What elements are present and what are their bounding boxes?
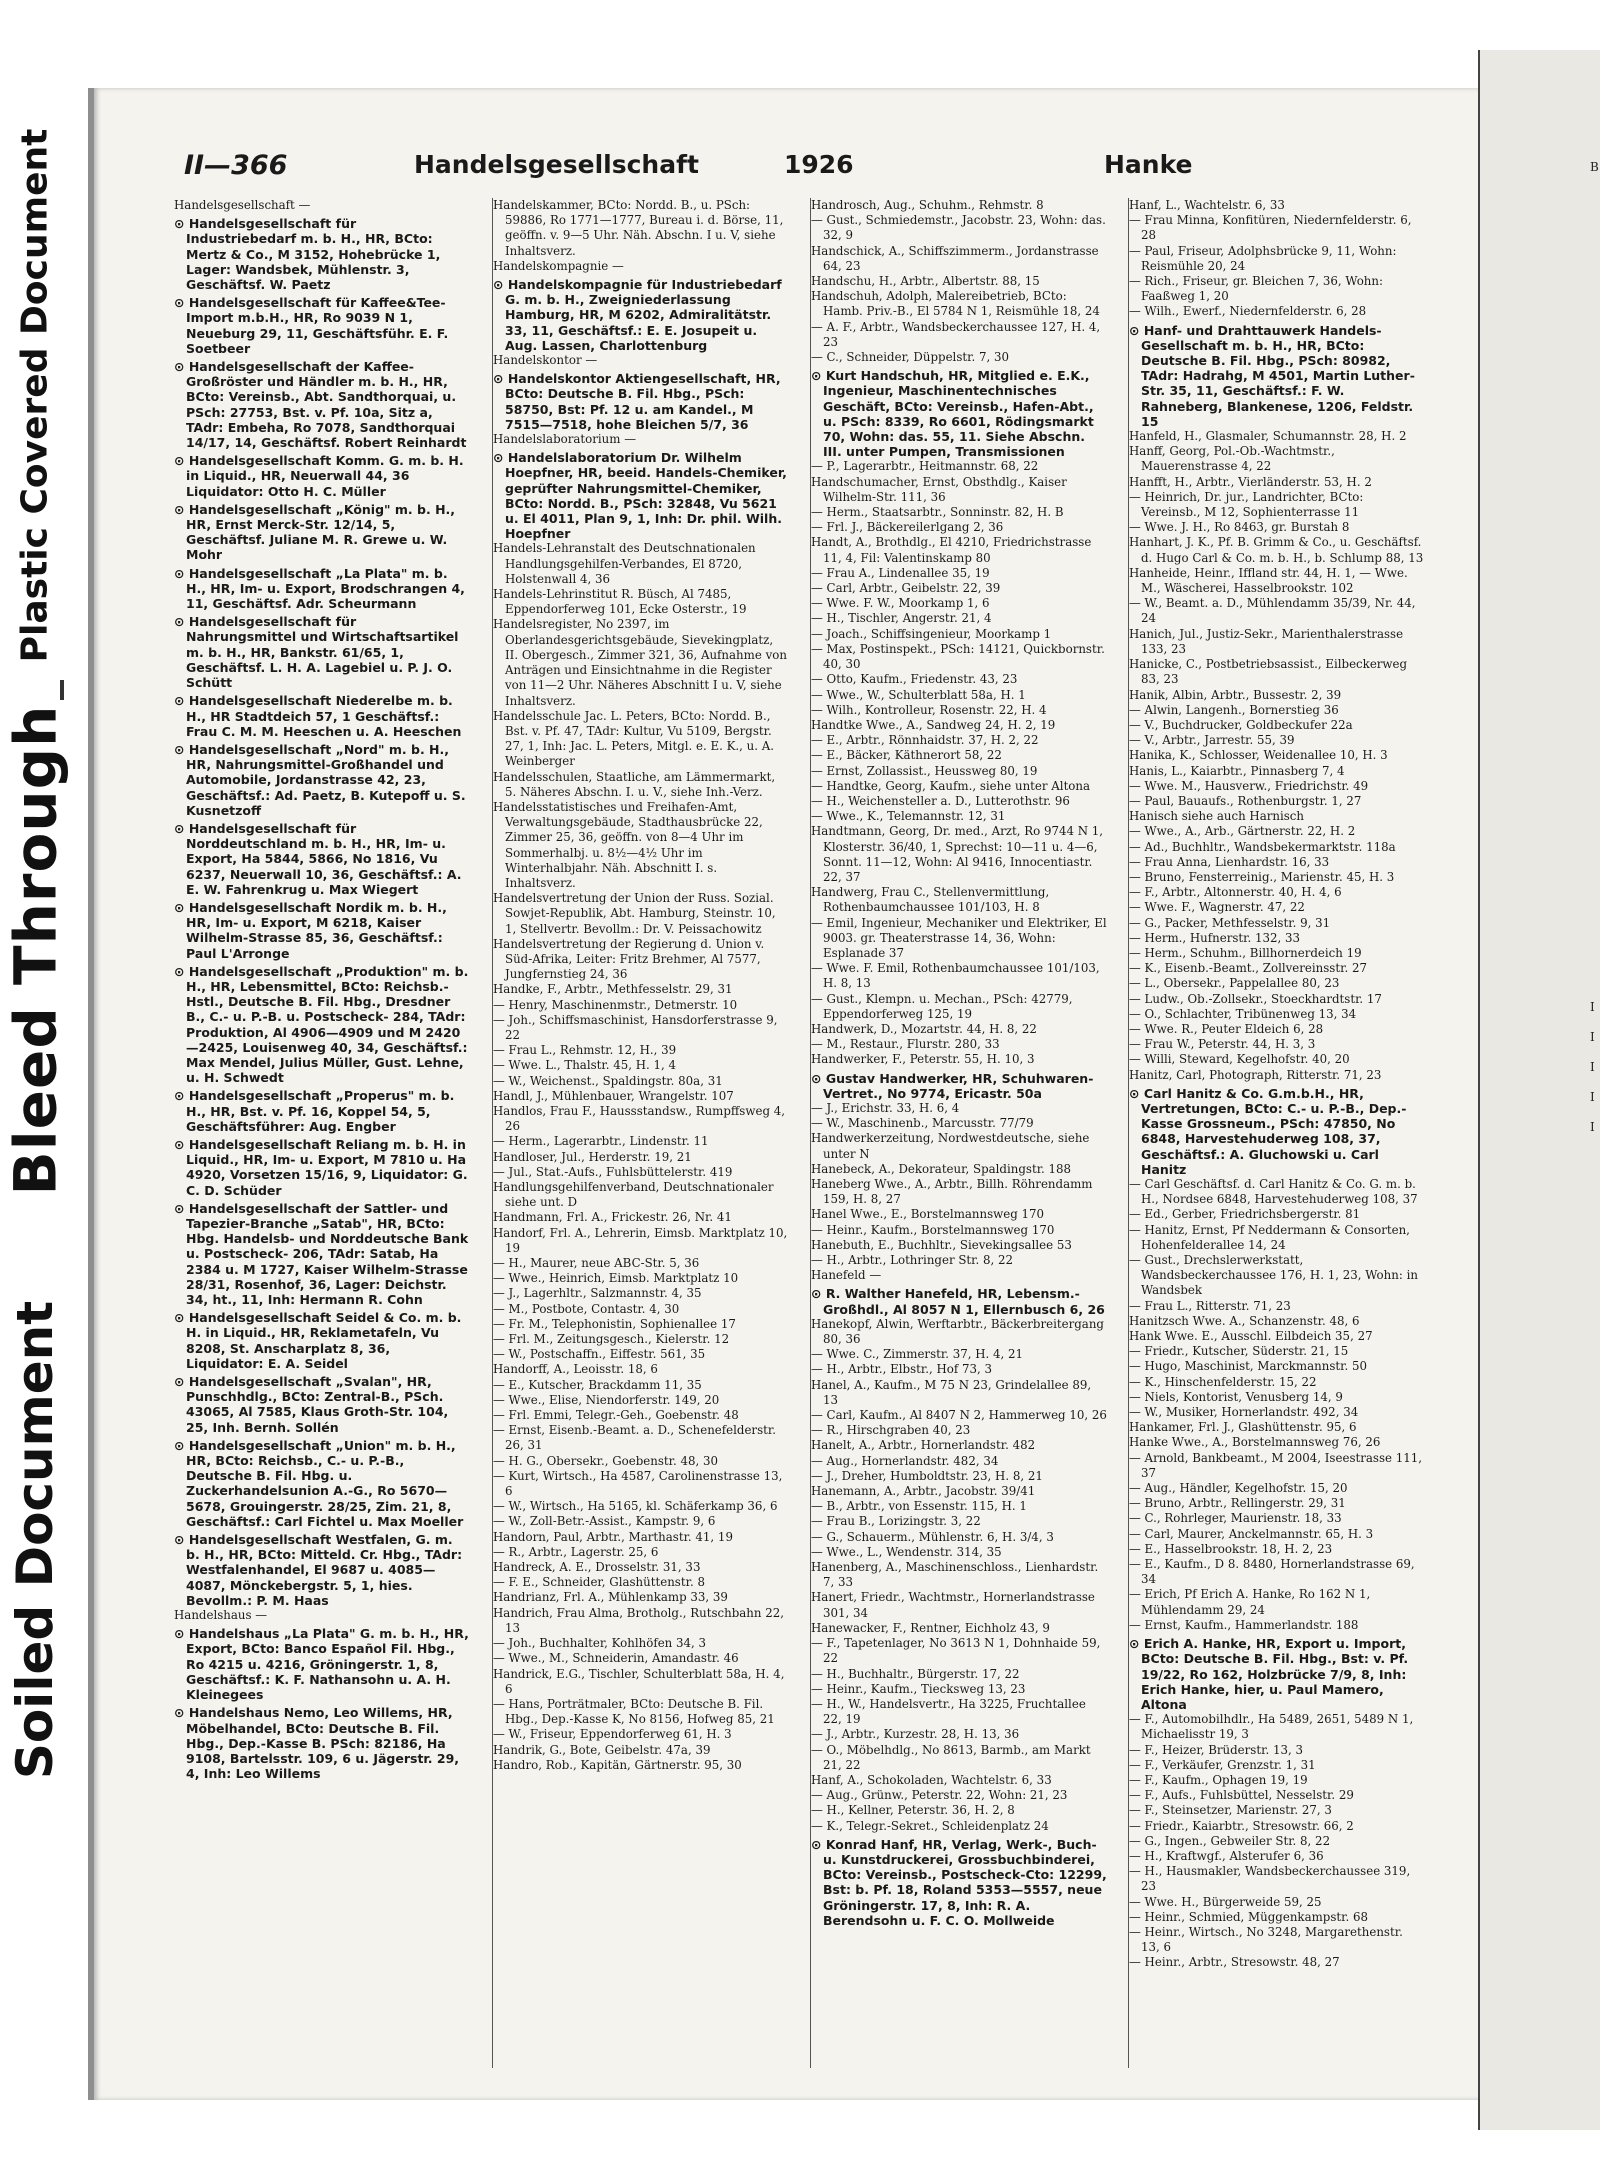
directory-entry: — Wwe., Elise, Niendorferstr. 149, 20 xyxy=(493,1392,720,1407)
directory-entry: ⊙ Handelsgesellschaft Westfalen, G. m. b. H., HR, BCto: Mitteld. Cr. Hbg., TAdr: Westfalenhandel, El 9687 u. 4085—4087, Mönckebergstr. 5, 1, hies. Bevollm.: P. M. Haas xyxy=(174,1532,463,1608)
directory-entry: Handrosch, Aug., Schuhm., Rehmstr. 8 xyxy=(811,198,1044,212)
column-3 xyxy=(810,198,1107,2068)
directory-entry: — Frau Anna, Lienhardstr. 16, 33 xyxy=(1129,854,1330,869)
directory-entry: ⊙ Handelsgesellschaft für Norddeutschland m. b. H., HR, Im- u. Export, Ha 5844, 5866, No 1816, Vu 6237, Neuerwall 10, 36, Geschäftsf.: A. E. W. Fahrenkrug u. Max Wiegert xyxy=(174,820,462,897)
directory-entry: — M., Postbote, Contastr. 4, 30 xyxy=(493,1301,680,1316)
directory-entry: Handl, J., Mühlenbauer, Wrangelstr. 107 xyxy=(493,1088,734,1103)
directory-entry: — Wwe. F. Emil, Rothenbaumchaussee 101/103, H. 8, 13 xyxy=(811,961,1100,991)
directory-entry: ⊙ Handelshaus „La Plata" G. m. b. H., HR, Export, BCto: Banco Español Fil. Hbg., Ro 4215 u. 4216, Gröningerstr. 1, 8, Geschäftsf.: K. F. Nathansohn u. A. H. Kleinegees xyxy=(174,1626,469,1703)
directory-entry: — Ad., Buchhltr., Wandsbekermarktstr. 118a xyxy=(1129,839,1396,854)
directory-entry: Hanenberg, A., Maschinenschloss., Lienhardstr. 7, 33 xyxy=(811,1560,1099,1590)
directory-entry: Handke, F., Arbtr., Methfesselstr. 29, 31 xyxy=(493,982,733,997)
directory-entry: — Hans, Porträtmaler, BCto: Deutsche B. Fil. Hbg., Dep.-Kasse K, No 8156, Hofweg 85, 21 xyxy=(493,1696,775,1727)
directory-entry: — F., Aufs., Fuhlsbüttel, Nesselstr. 29 xyxy=(1129,1788,1354,1803)
column-4 xyxy=(1128,198,1425,2068)
directory-entry: — Heinr., Kaufm., Tiecksweg 13, 23 xyxy=(811,1681,1026,1696)
directory-entry: — Frau L., Ritterstr. 71, 23 xyxy=(1129,1298,1291,1313)
directory-entry: — E., Hasselbrookstr. 18, H. 2, 23 xyxy=(1129,1541,1333,1556)
directory-entry: Handelsvertretung der Regierung d. Union v. Süd-Afrika, Leiter: Fritz Brehmer, Al 7577, Jungfernstieg 24, 36 xyxy=(493,936,765,982)
directory-entry: — Carl, Arbtr., Geibelstr. 22, 39 xyxy=(811,581,1001,596)
directory-entry: ⊙ Handelsgesellschaft „Nord" m. b. H., HR, Nahrungsmittel-Großhandel und Automobile, Jordanstrasse 42, 23, Geschäftsf.: Ad. Paetz, B. Kutepoff u. S. Kusnetzoff xyxy=(174,741,466,818)
directory-entry: — E., Kutscher, Brackdamm 11, 35 xyxy=(493,1377,702,1392)
directory-entry: Handelshaus — xyxy=(174,1608,268,1623)
directory-entry: ⊙ Handelsgesellschaft Nordik m. b. H., HR, Im- u. Export, M 6218, Kaiser Wilhelm-Strasse 85, 36, Geschäftsf.: Paul L'Arronge xyxy=(174,899,447,961)
directory-entry: Hanel, A., Kaufm., M 75 N 23, Grindelallee 89, 13 xyxy=(811,1377,1092,1407)
directory-entry: Handels-Lehrinstitut R. Büsch, Al 7485, Eppendorferweg 101, Ecke Osterstr., 19 xyxy=(493,587,747,617)
directory-entry: — Herm., Lagerarbtr., Lindenstr. 11 xyxy=(493,1134,709,1149)
directory-entry: ⊙ Erich A. Hanke, HR, Export u. Import, BCto: Deutsche B. Fil. Hbg., Bst: v. Pf. 19/22, Ro 162, Holzbrücke 7/9, 8, Inh: Erich Hanke, hier, u. Paul Mamero, Altona xyxy=(1129,1636,1409,1712)
bleed-through-label: Bleed Through xyxy=(1,704,70,1196)
directory-entry: ⊙ Handelsgesellschaft der Kaffee-Großröster und Händler m. b. H., HR, BCto: Vereinsb., Abt. Sandthorquai, u. PSch: 27753, Bst. v. Pf. 10a, Sitz a, TAdr: Embeha, Ro 7078, Sandthorquai 14/17, 14, Geschäftsf. Robert Reinhardt xyxy=(174,359,467,451)
directory-entry: ⊙ Handelsgesellschaft für Kaffee&Tee-Import m.b.H., HR, Ro 9039 N 1, Neueburg 29, 11, Geschäftsführ. E. F. Soetbeer xyxy=(174,295,449,356)
directory-entry: — Herm., Hufnerstr. 132, 33 xyxy=(1129,930,1301,945)
directory-entry: ⊙ Handelskontor Aktiengesellschaft, HR, BCto: Deutsche B. Fil. Hbg., PSch: 58750, Bst: Pf. 12 u. am Kandel., M 7515—7518, hohe Bleichen 5/7, 36 xyxy=(493,371,781,432)
directory-entry: — E., Arbtr., Rönnhaidstr. 37, H. 2, 22 xyxy=(811,733,1039,748)
directory-entry: — W., Postschaffn., Eiffestr. 561, 35 xyxy=(493,1347,706,1362)
directory-entry: — Heinr., Kaufm., Borstelmannsweg 170 xyxy=(811,1222,1055,1237)
directory-entry: — Frl. M., Zeitungsgesch., Kielerstr. 12 xyxy=(493,1332,730,1347)
directory-entry: Hanich, Jul., Justiz-Sekr., Marienthalerstrasse 133, 23 xyxy=(1129,626,1404,656)
directory-entry: — W., Beamt. a. D., Mühlendamm 35/39, Nr. 44, 24 xyxy=(1129,596,1416,626)
directory-entry: Hanewacker, F., Rentner, Eichholz 43, 9 xyxy=(811,1620,1050,1635)
directory-entry: Hanfft, H., Arbtr., Vierländerstr. 53, H. 2 xyxy=(1129,474,1372,489)
directory-entry: — Gust., Schmiedemstr., Jacobstr. 23, Wohn: das. 32, 9 xyxy=(811,213,1106,243)
directory-entry: Handwerkerzeitung, Nordwestdeutsche, siehe unter N xyxy=(811,1131,1090,1161)
directory-entry: — Aug., Hornerlandstr. 482, 34 xyxy=(811,1453,999,1468)
directory-entry: ⊙ Hanf- und Drahttauwerk Handels-Gesellschaft m. b. H., HR, BCto: Deutsche B. Fil. Hbg., PSch: 80982, TAdr: Hadrahg, M 4501, Martin Luther-Str. 35, 11, Geschäftsf.: F. W. Rahneberg, Blankenese, 1206, Feldstr. 15 xyxy=(1129,322,1415,429)
directory-entry: — L., Obersekr., Pappelallee 80, 23 xyxy=(1129,976,1340,991)
directory-entry: — Wwe. F., Wagnerstr. 47, 22 xyxy=(1129,900,1305,915)
directory-entry: ⊙ Kurt Handschuh, HR, Mitglied e. E.K., Ingenieur, Maschinentechnisches Geschäft, BCto: Vereinsb., Hafen-Abt., u. PSch: 8339, Ro 6601, Rödingsmarkt 70, Wohn: das. 55, 11. Siehe Abschn. III. unter Pumpen, Transmissionen xyxy=(811,368,1094,460)
directory-entry: — H., Hausmakler, Wandsbeckerchaussee 319, 23 xyxy=(1129,1864,1411,1894)
directory-entry: — F., Heizer, Brüderstr. 13, 3 xyxy=(1129,1742,1303,1757)
directory-entry: — Niels, Kontorist, Venusberg 14, 9 xyxy=(1129,1389,1343,1404)
directory-entry: Handloser, Jul., Herderstr. 19, 21 xyxy=(493,1149,692,1164)
directory-entry: Hanert, Friedr., Wachtmstr., Hornerlandstrasse 301, 34 xyxy=(811,1590,1095,1620)
directory-entry: — Gust., Drechslerwerkstatt, Wandsbeckerchaussee 176, H. 1, 23, Wohn: in Wandsbek xyxy=(1129,1253,1418,1298)
label-divider xyxy=(60,680,64,700)
directory-entry: — Wwe., W., Schulterblatt 58a, H. 1 xyxy=(811,687,1026,702)
directory-entry: — K., Eisenb.-Beamt., Zollvereinsstr. 27 xyxy=(1129,961,1367,976)
directory-entry: — Heinr., Arbtr., Stresowstr. 48, 27 xyxy=(1129,1955,1340,1970)
directory-entry: Hanke Wwe., A., Borstelmannsweg 76, 26 xyxy=(1129,1435,1381,1450)
directory-entry: Hanisch siehe auch Harnisch xyxy=(1129,809,1305,824)
directory-entry: — W., Wirtsch., Ha 5165, kl. Schäferkamp 36, 6 xyxy=(493,1499,778,1514)
directory-entry: Handelskontor — xyxy=(493,353,598,368)
directory-entry: — Wwe. R., Peuter Eldeich 6, 28 xyxy=(1129,1021,1324,1036)
directory-entry: ⊙ Carl Hanitz & Co. G.m.b.H., HR, Vertretungen, BCto: C.- u. P.-B., Dep.-Kasse Grossneum., PSch: 47850, No 6848, Harvestehuderweg 108, 37, Geschäftsf.: A. Gluchowski u. Carl Hanitz xyxy=(1129,1085,1407,1177)
directory-entry: — Heinr., Wirtsch., No 3248, Margarethenstr. 13, 6 xyxy=(1129,1924,1403,1955)
directory-entry: — Ed., Gerber, Friedrichsbergerstr. 81 xyxy=(1129,1207,1361,1222)
directory-entry: — V., Arbtr., Jarrestr. 55, 39 xyxy=(1129,733,1295,748)
directory-entry: Handlungsgehilfenverband, Deutschnationaler siehe unt. D xyxy=(493,1180,774,1210)
directory-entry: Hank Wwe. E., Ausschl. Eilbdeich 35, 27 xyxy=(1129,1329,1373,1344)
directory-entry: — B., Arbtr., von Essenstr. 115, H. 1 xyxy=(811,1499,1027,1514)
directory-entry: Handwerker, F., Peterstr. 55, H. 10, 3 xyxy=(811,1052,1035,1067)
directory-entry: — Wwe. H., Bürgerweide 59, 25 xyxy=(1129,1894,1322,1909)
directory-entry: — C., Rohrleger, Maurienstr. 18, 33 xyxy=(1129,1511,1342,1526)
directory-entry: — W., Musiker, Hornerlandstr. 492, 34 xyxy=(1129,1405,1359,1420)
directory-entry: — Carl, Kaufm., Al 8407 N 2, Hammerweg 10, 26 xyxy=(811,1408,1107,1423)
directory-entry: ⊙ Handelsgesellschaft für Nahrungsmittel und Wirtschaftsartikel m. b. H., HR, Bankstr. 61/65, 1, Geschäftsf. L. H. A. Lagebiel u. P. J. O. Schütt xyxy=(174,614,459,691)
directory-entry: Handwerk, D., Mozartstr. 44, H. 8, 22 xyxy=(811,1021,1037,1036)
directory-entry: — W., Zoll-Betr.-Assist., Kampstr. 9, 6 xyxy=(493,1514,716,1529)
page-number: II—366 xyxy=(184,150,288,181)
directory-entry: Handelskompagnie — xyxy=(493,258,624,273)
scanned-directory-page xyxy=(88,88,1489,2100)
directory-entry: — Rich., Friseur, gr. Bleichen 7, 36, Wohn: Faaßweg 1, 20 xyxy=(1129,274,1383,304)
directory-entry: Handwerg, Frau C., Stellenvermittlung, Rothenbaumchaussee 101/103, H. 8 xyxy=(811,885,1050,915)
directory-entry: — Carl, Maurer, Anckelmannstr. 65, H. 3 xyxy=(1129,1526,1374,1541)
directory-entry: — G., Packer, Methfesselstr. 9, 31 xyxy=(1129,915,1331,930)
directory-entry: — V., Buchdrucker, Goldbeckufer 22a xyxy=(1129,717,1353,732)
soiled-document-label: Soiled Document xyxy=(6,1300,65,1780)
directory-entry: Handorn, Paul, Arbtr., Marthastr. 41, 19 xyxy=(493,1529,733,1544)
plastic-covered-label: Plastic Covered Document xyxy=(14,128,56,662)
column-2 xyxy=(492,198,789,2068)
column-1 xyxy=(174,198,470,2068)
directory-entry: Hanekopf, Alwin, Werftarbtr., Bäckerbreitergang 80, 36 xyxy=(811,1316,1104,1347)
directory-entry: Hanelt, A., Arbtr., Hornerlandstr. 482 xyxy=(811,1438,1036,1453)
running-head-section: Handelsgesellschaft xyxy=(414,150,699,179)
directory-entry: — Frau L., Rehmstr. 12, H., 39 xyxy=(493,1043,677,1058)
directory-entry: Hanika, K., Schlosser, Weidenallee 10, H. 3 xyxy=(1129,748,1388,763)
directory-entry: — Frl. J., Bäckereilerlgang 2, 36 xyxy=(811,520,1004,535)
directory-entry: — O., Schlachter, Tribünenweg 13, 34 xyxy=(1129,1006,1357,1021)
edge-letter: I xyxy=(1590,1120,1595,1134)
directory-entry: — C., Schneider, Düppelstr. 7, 30 xyxy=(811,350,1009,365)
edge-letter: I xyxy=(1590,1060,1595,1074)
directory-entry: ⊙ R. Walther Hanefeld, HR, Lebensm.-Großhdl., Al 8057 N 1, Ellernbusch 6, 26 xyxy=(811,1286,1105,1317)
directory-entry: — F., Automobilhdlr., Ha 5489, 2651, 5489 N 1, Michaelisstr 19, 3 xyxy=(1129,1712,1414,1742)
directory-entry: Handro, Rob., Kapitän, Gärtnerstr. 95, 30 xyxy=(493,1757,742,1772)
directory-entry: — Otto, Kaufm., Friedenstr. 43, 23 xyxy=(811,672,1018,687)
directory-entry: — H., Buchhaltr., Bürgerstr. 17, 22 xyxy=(811,1666,1020,1681)
directory-entry: — W., Maschinenb., Marcusstr. 77/79 xyxy=(811,1116,1034,1131)
directory-entry: Handrianz, Frl. A., Mühlenkamp 33, 39 xyxy=(493,1590,728,1605)
directory-entry: — Erich, Pf Erich A. Hanke, Ro 162 N 1, Mühlendamm 29, 24 xyxy=(1129,1587,1371,1617)
directory-entry: — Frau W., Peterstr. 44, H. 3, 3 xyxy=(1129,1037,1316,1052)
directory-entry: Handschu, H., Arbtr., Albertstr. 88, 15 xyxy=(811,274,1040,289)
directory-entry: — H. G., Obersekr., Goebenstr. 48, 30 xyxy=(493,1453,719,1468)
directory-entry: Handrick, E.G., Tischler, Schulterblatt 58a, H. 4, 6 xyxy=(493,1666,785,1696)
directory-entry: — G., Ingen., Gebweiler Str. 8, 22 xyxy=(1129,1833,1331,1848)
directory-entry: — Joach., Schiffsingenieur, Moorkamp 1 xyxy=(811,626,1052,641)
directory-entry: Handelsregister, No 2397, im Oberlandesgerichtsgebäude, Sievekingplatz, II. Obergesch., Zimmer 321, 36, Aufnahme von Anträgen und Einsichtnahme in die Register von 11—2 Uhr. Näheres Abschnitt I u. V, siehe Inhaltsverz. xyxy=(493,617,787,708)
directory-entry: — Wwe., K., Telemannstr. 12, 31 xyxy=(811,809,1006,824)
directory-entry: Hanf, L., Wachtelstr. 6, 33 xyxy=(1129,198,1285,212)
directory-entry: — Paul, Friseur, Adolphsbrücke 9, 11, Wohn: Reismühle 20, 24 xyxy=(1129,243,1397,273)
directory-entry: — G., Schauerm., Mühlenstr. 6, H. 3/4, 3 xyxy=(811,1529,1054,1544)
directory-entry: ⊙ Handelsgesellschaft „Svalan", HR, Punschhdlg., BCto: Zentral-B., PSch. 43065, Al 7585, Klaus Groth-Str. 104, 25, Inh. Bernh. Sollén xyxy=(174,1374,449,1435)
directory-entry: Handrik, G., Bote, Geibelstr. 47a, 39 xyxy=(493,1742,711,1757)
directory-entry: — F., Verkäufer, Grenzstr. 1, 31 xyxy=(1129,1757,1316,1772)
directory-entry: — Friedr., Kutscher, Süderstr. 21, 15 xyxy=(1129,1344,1349,1359)
directory-entry: Hanitz, Carl, Photograph, Ritterstr. 71, 23 xyxy=(1129,1067,1382,1082)
directory-entry: Hanicke, C., Postbetriebsassist., Eilbeckerweg 83, 23 xyxy=(1129,657,1408,687)
directory-entry: — H., Weichensteller a. D., Lutterothstr. 96 xyxy=(811,793,1070,808)
directory-entry: — Max, Postinspekt., PSch: 14121, Quickbornstr. 40, 30 xyxy=(811,641,1105,672)
directory-entry: — Ernst, Zollassist., Heussweg 80, 19 xyxy=(811,763,1038,778)
directory-entry: Handtmann, Georg, Dr. med., Arzt, Ro 9744 N 1, Klosterstr. 36/40, 1, Sprechst: 10—11 u. 4—6, Sonnt. 11—12, Wohn: Al 9416, Innocentiastr. 22, 37 xyxy=(811,824,1104,884)
directory-entry: — F., Kaufm., Ophagen 19, 19 xyxy=(1129,1772,1308,1787)
directory-entry: — Paul, Bauaufs., Rothenburgstr. 1, 27 xyxy=(1129,793,1362,808)
directory-entry: — O., Möbelhdlg., No 8613, Barmb., am Markt 21, 22 xyxy=(811,1742,1091,1772)
directory-entry: Handt, A., Brothdlg., El 4210, Friedrichstrasse 11, 4, Fil: Valentinskamp 80 xyxy=(811,535,1092,565)
directory-entry: ⊙ Konrad Hanf, HR, Verlag, Werk-, Buch- u. Kunstdruckerei, Grossbuchbinderei, BCto: Vereinsb., Postscheck-Cto: 12299, Bst: b. Pf. 18, Roland 5353—5557, neue Gröningerstr. 17, 8, Inh: R. A. Berendsohn u. F. C. O. Mollweide xyxy=(811,1836,1107,1928)
directory-columns xyxy=(174,198,1444,2068)
directory-entry: Hanf, A., Schokoladen, Wachtelstr. 6, 33 xyxy=(811,1772,1052,1787)
directory-entry: — F., Steinsetzer, Marienstr. 27, 3 xyxy=(1129,1803,1332,1818)
directory-entry: ⊙ Handelsgesellschaft Seidel & Co. m. b. H. in Liquid., HR, Reklametafeln, Vu 8208, St. Anscharplatz 8, 36, Liquidator: E. A. Seidel xyxy=(174,1310,462,1371)
page-header xyxy=(184,150,1204,190)
directory-entry: — Ernst, Eisenb.-Beamt. a. D., Schenefelderstr. 26, 31 xyxy=(493,1423,776,1453)
directory-entry: ⊙ Handelslaboratorium Dr. Wilhelm Hoepfner, HR, beeid. Handels-Chemiker, geprüfter Nahrungsmittel-Chemiker, BCto: Nordd. B., PSch: 32848, Vu 5621 u. El 4011, Plan 9, 1, Inh: Dr. phil. Wilh. Hoepfner xyxy=(493,450,787,542)
directory-entry: Hankamer, Frl. J., Glashüttenstr. 95, 6 xyxy=(1129,1420,1357,1435)
directory-entry: — Wwe., L., Wendenstr. 314, 35 xyxy=(811,1544,1002,1559)
directory-entry: ⊙ Handelsgesellschaft Niederelbe m. b. H., HR Stadtdeich 57, 1 Geschäftsf.: Frau C. M. M. Heeschen u. A. Heeschen xyxy=(174,693,462,739)
directory-entry: — H., W., Handelsvertr., Ha 3225, Fruchtallee 22, 19 xyxy=(811,1696,1086,1727)
directory-entry: — E., Bäcker, Käthnerort 58, 22 xyxy=(811,748,1002,763)
directory-entry: — Emil, Ingenieur, Mechaniker und Elektriker, El 9003. gr. Theaterstrasse 14, 36, Wohn: Esplanade 37 xyxy=(811,915,1107,960)
directory-entry: — Hugo, Maschinist, Marckmannstr. 50 xyxy=(1129,1359,1367,1374)
directory-entry: ⊙ Handelsgesellschaft „König" m. b. H., HR, Ernst Merck-Str. 12/14, 5, Geschäftsf. Juliane M. R. Grewe u. W. Mohr xyxy=(174,501,456,563)
directory-entry: — Hanitz, Ernst, Pf Neddermann & Consorten, Hohenfelderallee 14, 24 xyxy=(1129,1222,1410,1252)
directory-entry: — K., Telegr.-Sekret., Schleidenplatz 24 xyxy=(811,1818,1049,1833)
directory-entry: — Friedr., Kaiarbtr., Stresowstr. 66, 2 xyxy=(1129,1818,1354,1833)
directory-entry: — Wwe. F. W., Moorkamp 1, 6 xyxy=(811,596,990,611)
directory-entry: — Wilh., Ewerf., Niedernfelderstr. 6, 28 xyxy=(1129,304,1367,319)
directory-entry: — Frau Minna, Konfitüren, Niedernfelderstr. 6, 28 xyxy=(1129,213,1412,243)
directory-entry: Handorf, Frl. A., Lehrerin, Eimsb. Marktplatz 10, 19 xyxy=(493,1225,788,1255)
directory-entry: Handrich, Frau Alma, Brotholg., Rutschbahn 22, 13 xyxy=(493,1605,784,1635)
directory-entry: ⊙ Handelsgesellschaft „Produktion" m. b. H., HR, Lebensmittel, BCto: Reichsb.-Hstl., Deutsche B. Fil. Hbg., Dresdner B., C.- u. P.-B. u. Postscheck- 284, TAdr: Produktion, Al 4906—4909 und M 2420—2425, Louisenweg 40, 34, Geschäftsf.: Max Mendel, Julius Müller, Gust. Lehne, u. H. Schwedt xyxy=(174,963,469,1086)
directory-entry: — R., Hirschgraben 40, 23 xyxy=(811,1423,971,1438)
directory-entry: Handschick, A., Schiffszimmerm., Jordanstrasse 64, 23 xyxy=(811,243,1099,273)
directory-entry: ⊙ Handelsgesellschaft „Union" m. b. H., HR, BCto: Reichsb., C.- u. P.-B., Deutsche B. Fil. Hbg. u. Zuckerhandelsunion A.-G., Ro 5670—5678, Grouingerstr. 28/25, Zim. 21, 8, Geschäftsf.: Carl Fichtel u. Max Moeller xyxy=(174,1437,464,1529)
directory-entry: — Alwin, Langenh., Bornerstieg 36 xyxy=(1129,702,1339,717)
directory-entry: Handelsschule Jac. L. Peters, BCto: Nordd. B., Bst. v. Pf. 47, TAdr: Kultur, Vu 5109, Bergstr. 27, 1, Inh: Jac. L. Peters, Mitgl. e. E. K., u. A. Weinberger xyxy=(493,708,775,769)
edge-letter: I xyxy=(1590,1090,1595,1104)
directory-entry: Handlos, Frau F., Haussstandsw., Rumpffsweg 4, 26 xyxy=(493,1103,785,1134)
directory-entry: Hanff, Georg, Pol.-Ob.-Wachtmstr., Mauerenstrasse 4, 22 xyxy=(1129,444,1335,474)
directory-entry: ⊙ Handelsgesellschaft Reliang m. b. H. in Liquid., HR, Im- u. Export, M 7810 u. Ha 4920, Vorsetzen 15/16, 9, Liquidator: G. C. D. Schüder xyxy=(174,1136,468,1198)
directory-entry: — F., Tapetenlager, No 3613 N 1, Dohnhaide 59, 22 xyxy=(811,1636,1101,1666)
directory-entry: — Fr. M., Telephonistin, Sophienallee 17 xyxy=(493,1316,736,1331)
directory-entry: — Wwe., A., Arb., Gärtnerstr. 22, H. 2 xyxy=(1129,824,1356,839)
directory-entry: — H., Tischler, Angerstr. 21, 4 xyxy=(811,611,992,626)
directory-entry: — Bruno, Arbtr., Rellingerstr. 29, 31 xyxy=(1129,1496,1346,1511)
directory-entry: — J., Arbtr., Kurzestr. 28, H. 13, 36 xyxy=(811,1727,1020,1742)
directory-entry: Handelslaboratorium — xyxy=(493,432,636,447)
directory-entry: Handreck, A. E., Drosselstr. 31, 33 xyxy=(493,1560,701,1575)
directory-entry: ⊙ Handelsgesellschaft Komm. G. m. b. H. in Liquid., HR, Neuerwall 44, 36 Liquidator: Otto H. C. Müller xyxy=(174,453,464,499)
directory-entry: — Joh., Buchhalter, Kohlhöfen 34, 3 xyxy=(493,1636,707,1651)
directory-entry: — Jul., Stat.-Aufs., Fuhlsbüttelerstr. 419 xyxy=(493,1164,733,1179)
directory-entry: Hanhart, J. K., Pf. B. Grimm & Co., u. Geschäftsf. d. Hugo Carl & Co. m. b. H., b. Schlump 88, 13 xyxy=(1129,535,1424,565)
directory-entry: ⊙ Handelsgesellschaft „La Plata" m. b. H., HR, Im- u. Export, Brodschrangen 4, 11, Geschäftsf. Adr. Scheurmann xyxy=(174,565,465,612)
directory-entry: — M., Restaur., Flurstr. 280, 33 xyxy=(811,1037,1000,1052)
directory-entry: Handschuh, Adolph, Malereibetrieb, BCto: Hamb. Priv.-B., El 5784 N 1, Reismühle 18, 24 xyxy=(811,289,1100,319)
directory-entry: Hanemann, A., Arbtr., Jacobstr. 39/41 xyxy=(811,1484,1036,1499)
directory-entry: — F., Arbtr., Altonnerstr. 40, H. 4, 6 xyxy=(1129,885,1342,900)
directory-entry: — Heinrich, Dr. jur., Landrichter, BCto: Vereinsb., M 12, Sophienterrasse 11 xyxy=(1129,489,1364,520)
adjacent-page-edge xyxy=(1478,50,1600,2130)
directory-entry: Hanheide, Heinr., Iffland str. 44, H. 1, — Wwe. M., Wäscherei, Hasselbrookstr. 102 xyxy=(1129,565,1408,596)
edge-letter: I xyxy=(1590,1030,1595,1044)
running-head-year: 1926 xyxy=(784,150,854,179)
directory-entry: — H., Arbtr., Elbstr., Hof 73, 3 xyxy=(811,1362,992,1377)
directory-entry: — Arnold, Bankbeamt., M 2004, Iseestrasse 111, 37 xyxy=(1129,1450,1423,1480)
directory-entry: Handelsschulen, Staatliche, am Lämmermarkt, 5. Näheres Abschn. I. u. V., siehe Inh.-Verz. xyxy=(493,769,776,799)
directory-entry: — Wilh., Kontrolleur, Rosenstr. 22, H. 4 xyxy=(811,702,1047,717)
directory-entry: — H., Kraftwgf., Alsterufer 6, 36 xyxy=(1129,1848,1324,1863)
directory-entry: — Frau A., Lindenallee 35, 19 xyxy=(811,565,990,580)
directory-entry: Hanik, Albin, Arbtr., Bussestr. 2, 39 xyxy=(1129,687,1342,702)
directory-entry: Handels-Lehranstalt des Deutschnationalen Handlungsgehilfen-Verbandes, El 8720, Holstenwall 4, 36 xyxy=(493,541,756,586)
directory-entry: — Heinr., Schmied, Müggenkampstr. 68 xyxy=(1129,1909,1368,1924)
directory-entry: — Wwe. M., Hausverw., Friedrichstr. 49 xyxy=(1129,778,1369,793)
directory-entry: — Gust., Klempn. u. Mechan., PSch: 42779, Eppendorferweg 125, 19 xyxy=(811,991,1073,1021)
directory-entry: Hanis, L., Kaiarbtr., Pinnasberg 7, 4 xyxy=(1129,763,1345,778)
directory-entry: — A. F., Arbtr., Wandsbeckerchaussee 127, H. 4, 23 xyxy=(811,319,1101,349)
directory-entry: — R., Arbtr., Lagerstr. 25, 6 xyxy=(493,1544,659,1559)
directory-entry: ⊙ Handelshaus Nemo, Leo Willems, HR, Möbelhandel, BCto: Deutsche B. Fil. Hbg., Dep.-Kasse B. PSch: 82186, Ha 9108, Bartelsstr. 109, 6 u. Jägerstr. 29, 4, Inh: Leo Willems xyxy=(174,1705,460,1782)
directory-entry: Handelsgesellschaft — xyxy=(174,198,311,212)
directory-entry: Handelskammer, BCto: Nordd. B., u. PSch: 59886, Ro 1771—1777, Bureau i. d. Börse, 11, geöffn. v. 9—5 Uhr. Näh. Abschn. I u. V, siehe Inhaltsverz. xyxy=(493,198,784,258)
directory-entry: — Wwe. L., Thalstr. 45, H. 1, 4 xyxy=(493,1058,677,1073)
directory-entry: — Bruno, Fensterreinig., Marienstr. 45, H. 3 xyxy=(1129,869,1395,884)
directory-entry: Handelsstatistisches und Freihafen-Amt, Verwaltungsgebäude, Stadthausbrücke 22, Zimmer 25, 36, geöffn. von 8—4 Uhr im Sommerhalbj. u. 8½—4½ Uhr im Winterhalbjahr. Näh. Abschnitt I. s. Inhaltsverz. xyxy=(493,799,763,890)
directory-entry: ⊙ Handelsgesellschaft der Sattler- und Tapezier-Branche „Satab", HR, BCto: Hbg. Handelsb- und Norddeutsche Bank u. Postscheck- 206, TAdr: Satab, Ha 2384 u. M 1727, Kaiser Wilhelm-Strasse 28/31, Rosenhof, 36, Lager: Deichstr. 34, ht., 11, Inh: Hermann R. Cohn xyxy=(174,1200,469,1308)
directory-entry: Hanebeck, A., Dekorateur, Spaldingstr. 188 xyxy=(811,1161,1072,1176)
directory-entry: — Wwe., Heinrich, Eimsb. Marktplatz 10 xyxy=(493,1271,739,1286)
edge-letter: I xyxy=(1590,1000,1595,1014)
side-label-strip xyxy=(0,0,70,2177)
directory-entry: — H., Maurer, neue ABC-Str. 5, 36 xyxy=(493,1256,700,1271)
directory-entry: Handelsvertretung der Union der Russ. Sozial. Sowjet-Republik, Abt. Hamburg, Steinstr. 10, 1, Stellvertr. Bevollm.: Dr. V. Peissachowitz xyxy=(493,891,776,936)
directory-entry: — Kurt, Wirtsch., Ha 4587, Carolinenstrasse 13, 6 xyxy=(493,1468,783,1499)
directory-entry: ⊙ Handelsgesellschaft „Properus" m. b. H., HR, Bst. v. Pf. 16, Koppel 54, 5, Geschäftsführer: Aug. Engber xyxy=(174,1088,455,1134)
directory-entry: — Herm., Staatsarbtr., Sonninstr. 82, H. B xyxy=(811,505,1064,520)
directory-entry: — Frl. Emmi, Telegr.-Geh., Goebenstr. 48 xyxy=(493,1408,739,1423)
directory-entry: — W., Weichenst., Spaldingstr. 80a, 31 xyxy=(493,1073,723,1088)
directory-entry: ⊙ Handelskompagnie für Industriebedarf G. m. b. H., Zweigniederlassung Hamburg, HR, M 6202, Admiralitätstr. 33, 11, Geschäftsf.: E. E. Josupeit u. Aug. Lassen, Charlottenburg xyxy=(493,277,782,353)
directory-entry: ⊙ Handelsgesellschaft für Industriebedarf m. b. H., HR, BCto: Mertz & Co., M 3152, Hohebrücke 1, Lager: Wandsbek, Mühlenstr. 3, Geschäftsf. W. Paetz xyxy=(174,216,441,293)
directory-entry: — P., Lagerarbtr., Heitmannstr. 68, 22 xyxy=(811,459,1039,474)
directory-entry: — Herm., Schuhm., Billhornerdeich 19 xyxy=(1129,945,1362,960)
directory-entry: — Wwe. C., Zimmerstr. 37, H. 4, 21 xyxy=(811,1347,1024,1362)
directory-entry: — Willi, Steward, Kegelhofstr. 40, 20 xyxy=(1129,1052,1350,1067)
directory-entry: — E., Kaufm., D 8. 8480, Hornerlandstrasse 69, 34 xyxy=(1129,1557,1415,1587)
directory-entry: — Wwe. J. H., Ro 8463, gr. Burstah 8 xyxy=(1129,520,1350,535)
directory-entry: Haneberg Wwe., A., Arbtr., Billh. Röhrendamm 159, H. 8, 27 xyxy=(811,1177,1093,1207)
directory-entry: — H., Kellner, Peterstr. 36, H. 2, 8 xyxy=(811,1803,1015,1818)
directory-entry: Handorff, A., Leoisstr. 18, 6 xyxy=(493,1362,658,1377)
directory-entry: Hanfeld, H., Glasmaler, Schumannstr. 28, H. 2 xyxy=(1129,429,1407,444)
directory-entry: — Ernst, Kaufm., Hammerlandstr. 188 xyxy=(1129,1617,1359,1632)
directory-entry: Hanefeld — xyxy=(811,1268,882,1283)
directory-entry: — Wwe., M., Schneiderin, Amandastr. 46 xyxy=(493,1651,739,1666)
directory-entry: — Joh., Schiffsmaschinist, Hansdorferstrasse 9, 22 xyxy=(493,1012,778,1042)
directory-entry: ⊙ Gustav Handwerker, HR, Schuhwaren-Vertret., No 9774, Ericastr. 50a xyxy=(811,1070,1094,1101)
edge-letter: B xyxy=(1590,160,1599,174)
directory-entry: — Aug., Händler, Kegelhofstr. 15, 20 xyxy=(1129,1481,1348,1496)
directory-entry: — W., Friseur, Eppendorferweg 61, H. 3 xyxy=(493,1727,732,1742)
directory-entry: — Frau B., Lorizingstr. 3, 22 xyxy=(811,1514,981,1529)
directory-entry: — Carl Geschäftsf. d. Carl Hanitz & Co. G. m. b. H., Nordsee 6848, Harvestehuderweg 108, 37 xyxy=(1129,1177,1418,1207)
running-head-surname: Hanke xyxy=(1104,150,1193,179)
directory-entry: — K., Hinschenfelderstr. 15, 22 xyxy=(1129,1374,1317,1389)
directory-entry: Handschumacher, Ernst, Obsthdlg., Kaiser Wilhelm-Str. 111, 36 xyxy=(811,474,1067,504)
directory-entry: — Aug., Grünw., Peterstr. 22, Wohn: 21, 23 xyxy=(811,1788,1068,1803)
directory-entry: — F. E., Schneider, Glashüttenstr. 8 xyxy=(493,1575,705,1590)
directory-entry: Handmann, Frl. A., Frickestr. 26, Nr. 41 xyxy=(493,1210,732,1225)
directory-entry: — H., Arbtr., Lothringer Str. 8, 22 xyxy=(811,1253,1014,1268)
directory-entry: — Henry, Maschinenmstr., Detmerstr. 10 xyxy=(493,997,738,1012)
directory-entry: — J., Erichstr. 33, H. 6, 4 xyxy=(811,1100,960,1115)
directory-entry: — Handtke, Georg, Kaufm., siehe unter Altona xyxy=(811,778,1091,793)
directory-entry: Hanel Wwe., E., Borstelmannsweg 170 xyxy=(811,1207,1045,1222)
directory-entry: Hanitzsch Wwe. A., Schanzenstr. 48, 6 xyxy=(1129,1313,1360,1328)
directory-entry: Hanebuth, E., Buchhltr., Sievekingsallee 53 xyxy=(811,1237,1072,1252)
directory-entry: Handtke Wwe., A., Sandweg 24, H. 2, 19 xyxy=(811,717,1056,732)
directory-entry: — J., Dreher, Humboldtstr. 23, H. 8, 21 xyxy=(811,1468,1043,1483)
directory-entry: — Ludw., Ob.-Zollsekr., Stoeckhardtstr. 17 xyxy=(1129,991,1382,1006)
directory-entry: — J., Lagerhltr., Salzmannstr. 4, 35 xyxy=(493,1286,702,1301)
